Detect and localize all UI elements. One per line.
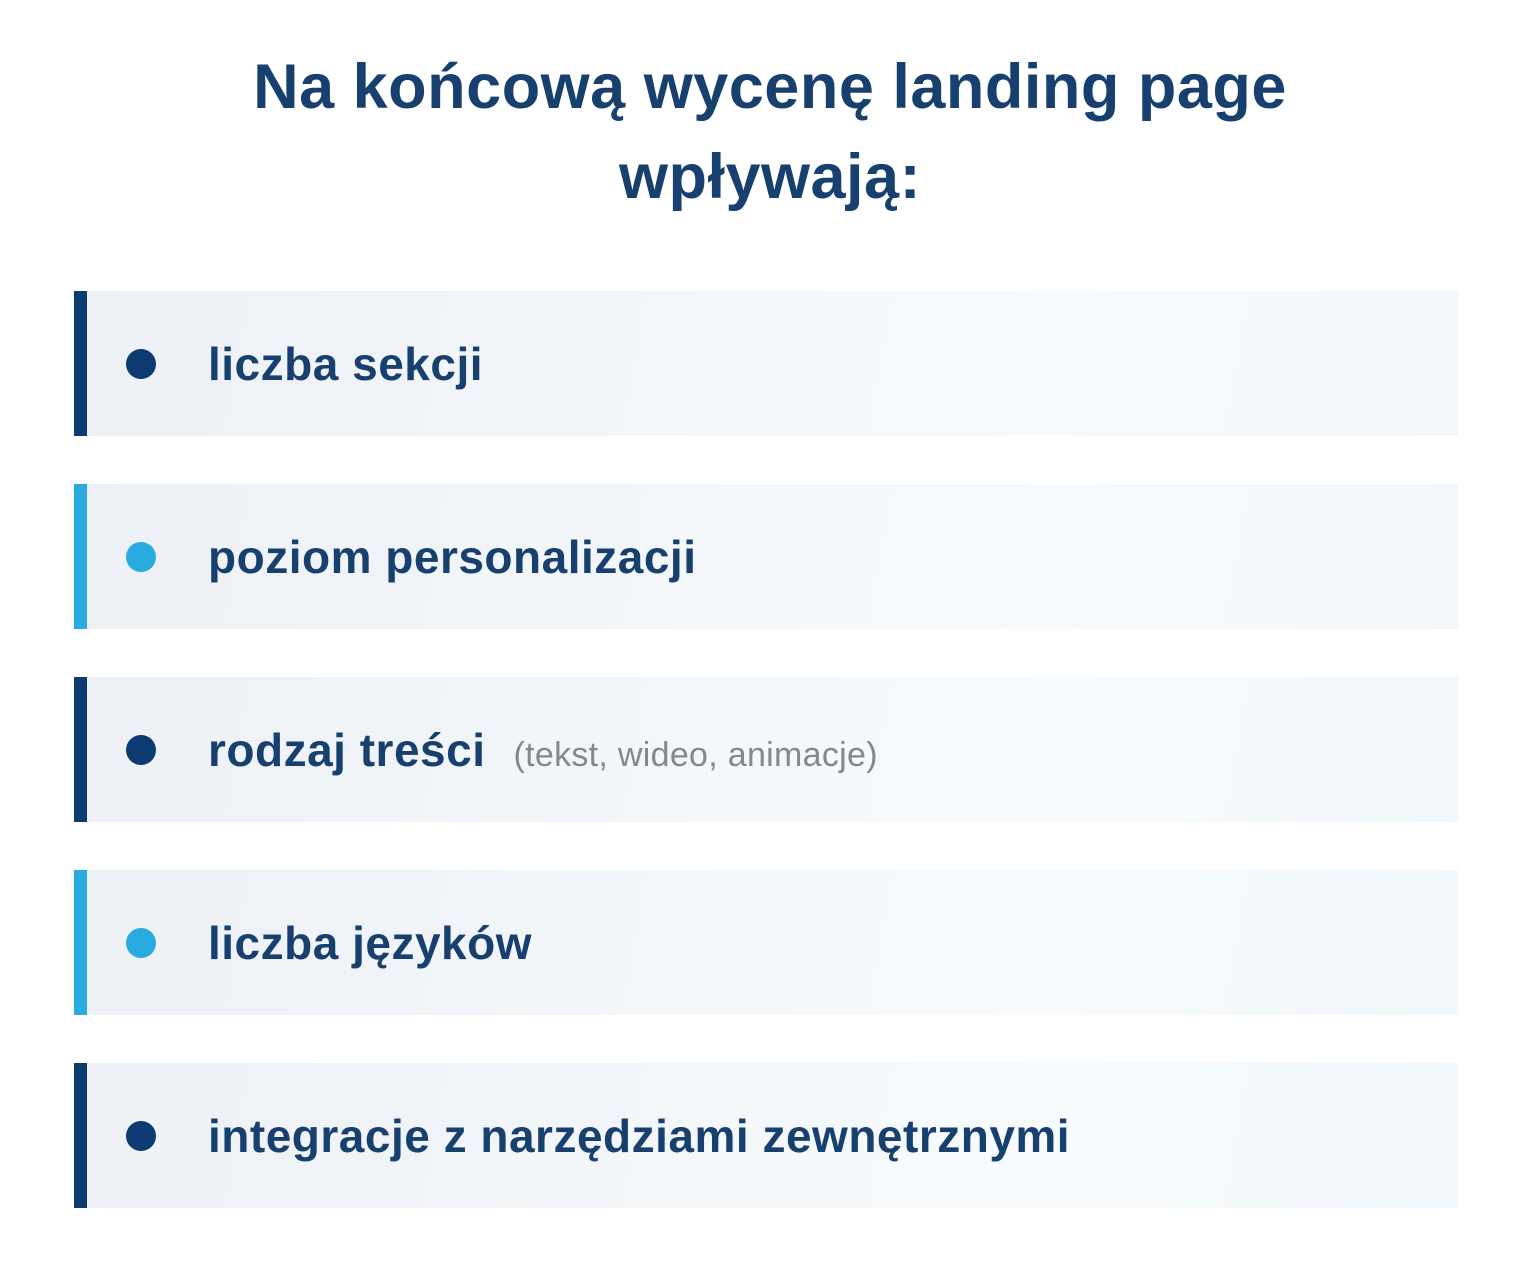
list-item bbox=[74, 1063, 1458, 1208]
bullet-icon bbox=[126, 1121, 156, 1151]
accent-bar bbox=[74, 677, 87, 822]
list-item bbox=[74, 870, 1458, 1015]
bullet-icon bbox=[126, 349, 156, 379]
item-label: poziom personalizacji bbox=[208, 530, 697, 583]
accent-bar bbox=[74, 1063, 87, 1208]
list-item-background bbox=[87, 291, 1458, 436]
factors-list bbox=[74, 291, 1458, 1208]
bullet-icon bbox=[126, 735, 156, 765]
item-label: rodzaj treści (tekst, wideo, animacje) bbox=[208, 723, 878, 776]
list-item-background bbox=[87, 677, 1458, 822]
item-label: liczba języków bbox=[208, 916, 533, 969]
page-title: Na końcową wycenę landing page wpływają: bbox=[253, 52, 1287, 213]
item-label: integracje z narzędziami zewnętrznymi bbox=[208, 1109, 1071, 1162]
accent-bar bbox=[74, 291, 87, 436]
list-item bbox=[74, 291, 1458, 436]
accent-bar bbox=[74, 484, 87, 629]
bullet-icon bbox=[126, 928, 156, 958]
list-item-background bbox=[87, 1063, 1458, 1208]
list-item bbox=[74, 677, 1458, 822]
list-item bbox=[74, 484, 1458, 629]
accent-bar bbox=[74, 870, 87, 1015]
list-item-background bbox=[87, 870, 1458, 1015]
list-item-background bbox=[87, 484, 1458, 629]
item-note: (tekst, wideo, animacje) bbox=[513, 735, 878, 774]
item-label: liczba sekcji bbox=[208, 337, 483, 390]
bullet-icon bbox=[126, 542, 156, 572]
